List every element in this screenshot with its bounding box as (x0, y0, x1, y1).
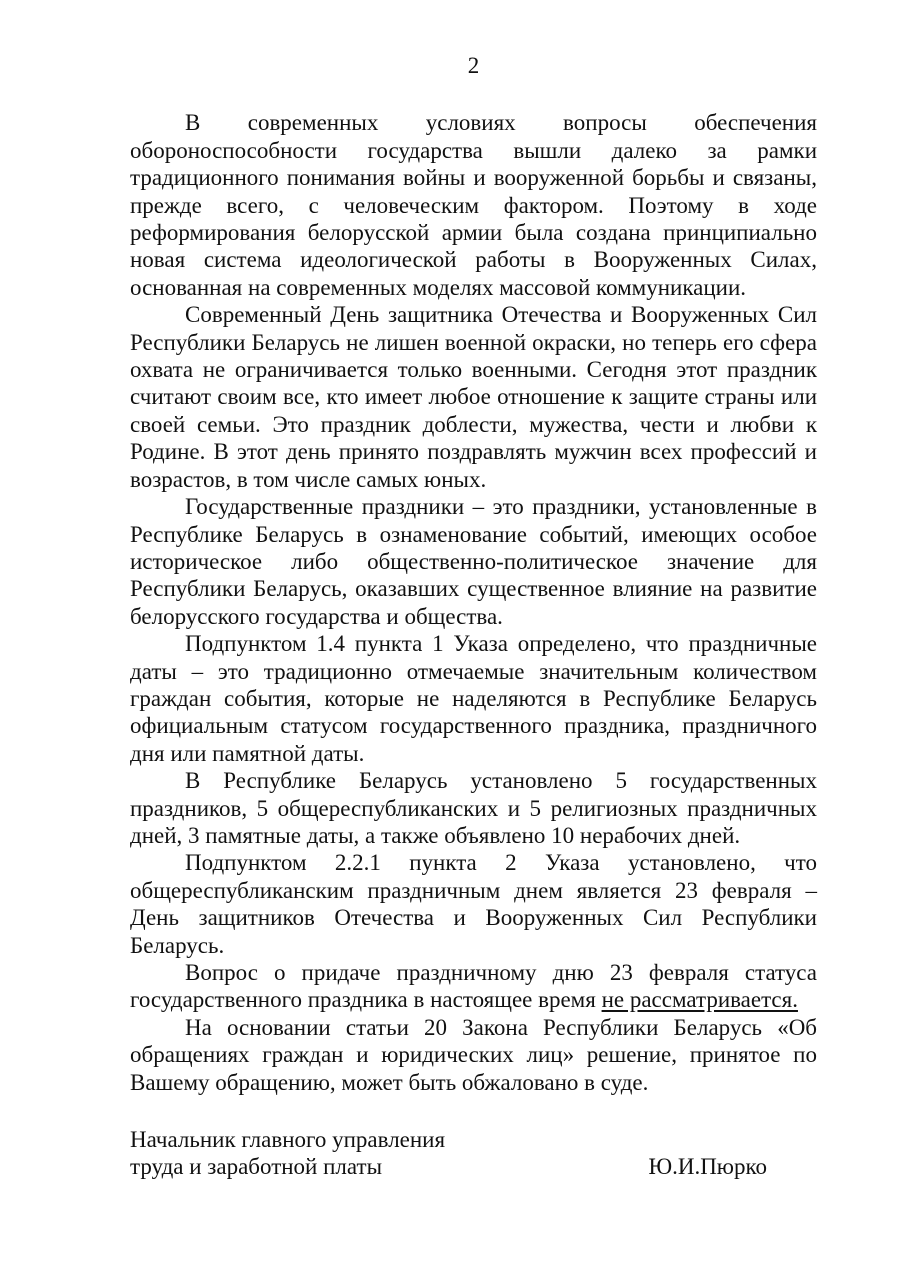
paragraph-6: Подпунктом 2.2.1 пункта 2 Указа установлено, что общереспубликанским праздничным днем является 23 февраля – День защитников Отечества и Вооруженных Сил Республики Беларусь. (130, 850, 817, 958)
paragraph-5: В Республике Беларусь установлено 5 государственных праздников, 5 общереспубликанских и 5 религиозных праздничных дней, 3 памятные даты, а также объявлено 10 нерабочих дней. (130, 768, 817, 848)
signature-title-line-1 (130, 1126, 817, 1153)
paragraph-1: В современных условиях вопросы обеспечения обороноспособности государства вышли далеко за рамки традиционного понимания войны и вооруженной борьбы и связаны, прежде всего, с человеческим фактором. Поэтому в ходе реформирования белорусской армии была создана принципиально новая система идеологической работы в Вооруженных Силах, основанная на современных моделях массовой коммуникации. (130, 110, 817, 300)
document-body (130, 109, 817, 1096)
paragraph-7 (130, 959, 817, 1014)
signature-name: Ю.И.Пюрко (648, 1154, 767, 1180)
paragraph-3: Государственные праздники – это праздники, установленные в Республике Беларусь в ознаменование событий, имеющих особое историческое либо общественно-политическое значение для Республики Беларусь, оказавших существенное влияние на развитие белорусского государства и общества. (130, 494, 817, 629)
paragraph-4: Подпунктом 1.4 пункта 1 Указа определено, что праздничные даты – это традиционно отмечаемые значительным количеством граждан события, которые не наделяются в Республике Беларусь официальным статусом государственного праздника, праздничного дня или памятной даты. (130, 631, 817, 766)
paragraph-7-text: Вопрос о придаче праздничному дню 23 февраля статуса государственного праздника в настоящее время (130, 960, 817, 1013)
paragraph-2: Современный День защитника Отечества и Вооруженных Сил Республики Беларусь не лишен военной окраски, но теперь его сфера охвата не ограничивается только военными. Сегодня этот праздник считают своим все, кто имеет любое отношение к защите страны или своей семьи. Это праздник доблести, мужества, чести и любви к Родине. В этот день принято поздравлять мужчин всех профессий и возрастов, в том числе самых юных. (130, 302, 817, 492)
page-number: 2 (467, 53, 480, 78)
signature-title-line-2 (130, 1153, 817, 1180)
signature-title-text-2: труда и заработной платы (130, 1154, 383, 1180)
signature-title-text-1: Начальник главного управления (130, 1127, 446, 1153)
signature-block (130, 1126, 817, 1181)
paragraph-8: На основании статьи 20 Закона Республики Беларусь «Об обращениях граждан и юридических лиц» решение, принятое по Вашему обращению, может быть обжаловано в суде. (130, 1014, 817, 1095)
underlined-statement: не рассматривается. (601, 987, 798, 1013)
